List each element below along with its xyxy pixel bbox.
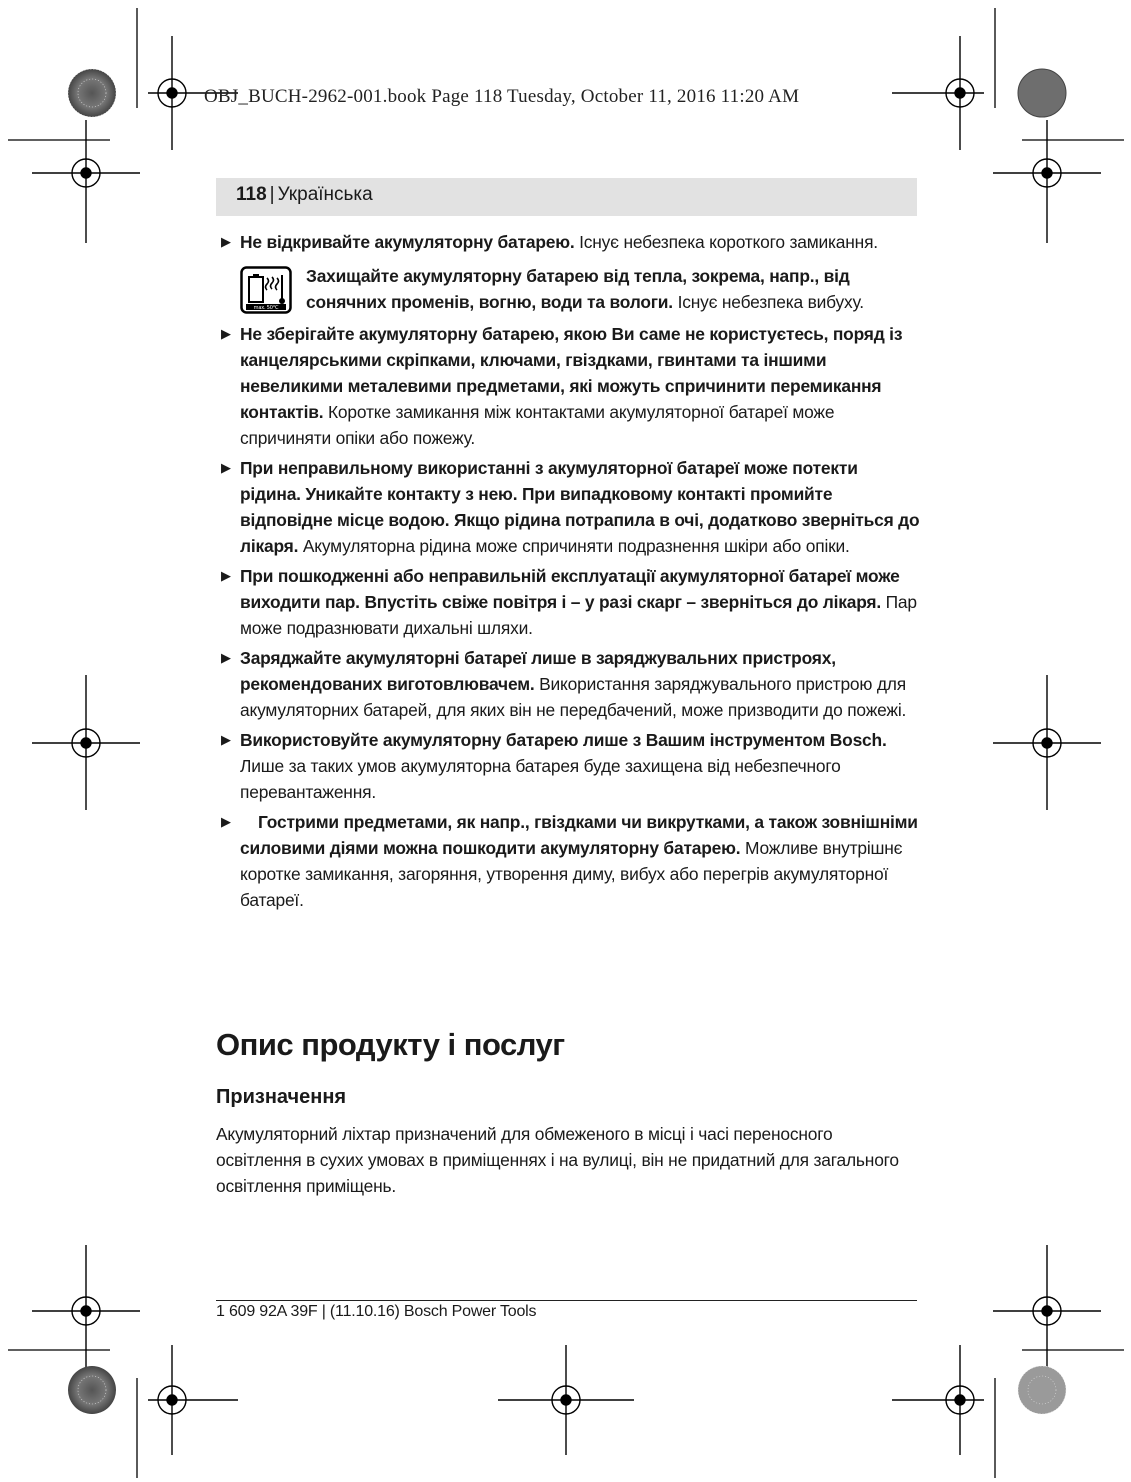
subsection-title: Призначення — [216, 1086, 347, 1108]
warning-bold: Захищайте акумуляторну батарею від тепла, зокрема, напр., від сонячних променів, вогню, води та вологи. — [306, 266, 850, 312]
bullet-arrow-icon: ▶ — [221, 650, 231, 665]
registration-target — [148, 1345, 238, 1455]
registration-target — [993, 1245, 1101, 1375]
warning-text: Лише за таких умов акумуляторна батарея буде захищена від небезпечного перевантаження. — [240, 756, 841, 802]
print-slug-line: OBJ_BUCH-2962-001.book Page 118 Tuesday, October 11, 2016 11:20 AM — [204, 86, 800, 107]
warning-text: Можливе внутрішнє коротке замикання, загоряння, утворення диму, вибух або перегрів акумуляторної батареї. — [240, 838, 903, 910]
registration-target — [993, 120, 1101, 243]
registration-target — [892, 36, 984, 150]
color-rosette — [68, 1366, 116, 1414]
color-rosette — [68, 69, 116, 117]
bullet-arrow-icon: ▶ — [221, 326, 231, 341]
section-title: Опис продукту і послуг — [216, 1027, 565, 1062]
bullet-arrow-icon: ▶ — [221, 234, 231, 249]
footer-divider — [216, 1300, 917, 1301]
list-item — [218, 727, 920, 805]
list-item — [218, 809, 920, 913]
registration-target — [32, 120, 140, 243]
page-number: 118 — [236, 184, 267, 205]
warning-bold: При пошкодженні або неправильній експлуатації акумуляторної батареї може виходити пар. Впустіть свіже повітря і – у разі скарг – зверніться до лікаря. — [240, 566, 900, 612]
list-item — [218, 645, 920, 723]
list-item — [218, 229, 920, 255]
color-rosette — [1018, 69, 1066, 117]
registration-target — [892, 1345, 984, 1455]
warning-bold: Заряджайте акумуляторні батареї лише в заряджувальних пристроях, рекомендованих виготовлювачем. — [240, 648, 836, 694]
page-header — [216, 178, 917, 216]
warning-bold: При неправильному використанні з акумуляторної батареї може потекти рідина. Уникайте контакту з нею. При випадковому контакті промийте відповідне місце водою. Якщо рідина потрапила в очі, додатково зверніться до лікаря. — [240, 458, 920, 556]
warning-text: Існує небезпека короткого замикання. — [574, 232, 878, 252]
list-item — [218, 321, 920, 451]
bullet-arrow-icon: ▶ — [221, 460, 231, 475]
page-language: Українська — [277, 184, 373, 205]
bullet-arrow-icon: ▶ — [221, 814, 231, 829]
warning-text: Акумуляторна рідина може спричиняти подразнення шкіри або опіки. — [298, 536, 850, 556]
warning-text: Коротке замикання між контактами акумуляторної батареї може спричиняти опіки або пожежу. — [240, 402, 835, 448]
warning-bold: Не відкривайте акумуляторну батарею. — [240, 232, 575, 252]
warning-bold: Використовуйте акумуляторну батарею лише з Вашим інструментом Bosch. — [240, 730, 887, 750]
registration-target — [993, 675, 1101, 810]
page-footer: 1 609 92A 39F | (11.10.16) Bosch Power Tools — [216, 1303, 537, 1320]
list-item — [218, 563, 920, 641]
registration-target — [32, 675, 140, 810]
bullet-arrow-icon: ▶ — [221, 732, 231, 747]
warning-bold: Не зберігайте акумуляторну батарею, якою Ви саме не користуєтесь, поряд із канцелярськими скріпками, ключами, гвіздками, гвинтами та іншими невеликими металевими предметами, які можуть спричинити перемикання контактів. — [240, 324, 903, 422]
header-separator: | — [269, 184, 275, 205]
body-paragraph: Акумуляторний ліхтар призначений для обмеженого в місці і часі переносного освітлення в сухих умовах в приміщеннях і на вулиці, він не придатний для загального освітлення приміщень. — [216, 1124, 899, 1196]
safety-instructions — [218, 229, 920, 917]
battery-heat-warning-icon — [240, 266, 292, 314]
registration-target — [498, 1345, 634, 1455]
svg-text:max. 50°C: max. 50°C — [253, 305, 279, 311]
list-item — [218, 263, 920, 315]
warning-text: Використання заряджувального пристрою для акумуляторних батарей, для яких він не передбачений, може призводити до пожежі. — [240, 674, 907, 720]
warning-bold: Гострими предметами, як напр., гвіздками чи викрутками, а також зовнішніми силовими діями можна пошкодити акумуляторну батарею. — [240, 812, 918, 858]
list-item — [218, 455, 920, 559]
warning-text: Існує небезпека вибуху. — [672, 292, 864, 312]
warning-text: Пар може подразнювати дихальні шляхи. — [240, 592, 917, 638]
color-rosette — [1018, 1366, 1066, 1414]
registration-target — [32, 1245, 140, 1375]
bullet-arrow-icon: ▶ — [221, 568, 231, 583]
